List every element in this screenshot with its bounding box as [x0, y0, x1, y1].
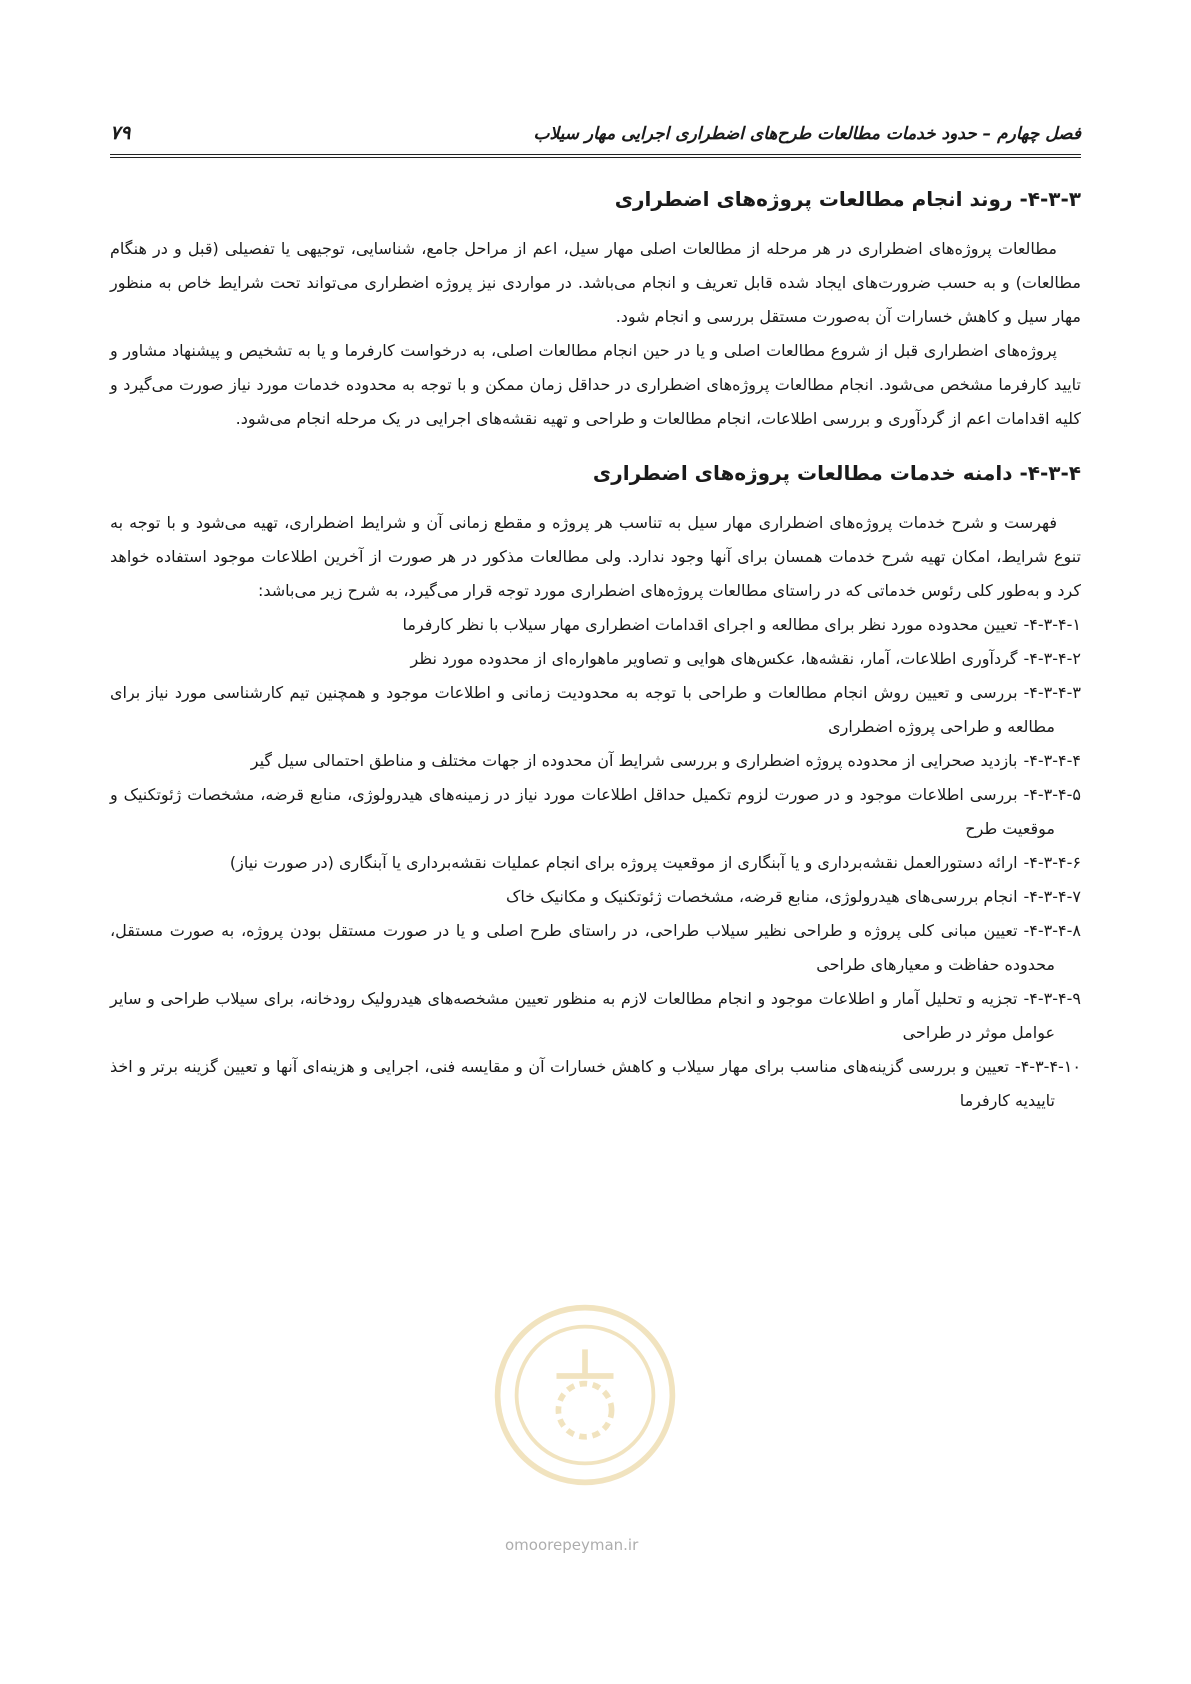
- list-item: [110, 778, 1081, 846]
- paragraph: مطالعات پروژه‌های اضطراری در هر مرحله از مطالعات اصلی مهار سیل، اعم از مراحل جامع، شناسایی، توجیهی یا تفصیلی (قبل و در هنگام مطالعات) و به حسب ضرورت‌های ایجاد شده قابل تعریف و انجام می‌باشد. در مواردی نیز پروژه اضطراری می‌تواند تحت شرایط خاص به منظور مهار سیل و کاهش خسارات آن به‌صورت مستقل بررسی و انجام شود.: [110, 239, 1081, 326]
- item-number: ۴-۳-۴-۳-: [1023, 683, 1081, 702]
- item-number: ۴-۳-۴-۱-: [1023, 615, 1081, 634]
- item-text: تعیین محدوده مورد نظر برای مطالعه و اجرای اقدامات اضطراری مهار سیلاب با نظر کارفرما: [402, 615, 1018, 634]
- item-number: ۴-۳-۴-۱۰-: [1014, 1057, 1081, 1076]
- paragraph: پروژه‌های اضطراری قبل از شروع مطالعات اصلی و یا در حین انجام مطالعات اصلی، به درخواست کارفرما و یا به تشخیص و پیشنهاد مشاور و تایید کارفرما مشخص می‌شود. انجام مطالعات پروژه‌های اضطراری در حداقل زمان ممکن و با توجه به محدوده خدمات مورد نیاز صورت می‌گیرد و کلیه اقدامات اعم از گردآوری و بررسی اطلاعات، انجام مطالعات و طراحی و تهیه نقشه‌های اجرایی در یک مرحله انجام می‌شود.: [110, 341, 1081, 428]
- item-number: ۴-۳-۴-۷-: [1023, 887, 1081, 906]
- list-item: [110, 1050, 1081, 1118]
- list-item: [110, 642, 1081, 676]
- chapter-title: فصل چهارم – حدود خدمات مطالعات طرح‌های اضطراری اجرایی مهار سیلاب: [533, 124, 1081, 144]
- list-item: [110, 744, 1081, 778]
- item-text: تعیین مبانی کلی پروژه و طراحی نظیر سیلاب طراحی، در راستای طرح اصلی و یا در صورت مستقل بودن پروژه، به صورت مستقل، محدوده حفاظت و معیارهای طراحی: [110, 921, 1055, 974]
- list-item: [110, 914, 1081, 982]
- list-item: [110, 846, 1081, 880]
- page-number: ۷۹: [110, 122, 131, 144]
- list-item: [110, 676, 1081, 744]
- list-item: [110, 608, 1081, 642]
- item-number: ۴-۳-۴-۸-: [1023, 921, 1081, 940]
- item-text: ارائه دستورالعمل نقشه‌برداری و یا آبنگاری از موقعیت پروژه برای انجام عملیات نقشه‌برداری یا آبنگاری (در صورت نیاز): [229, 853, 1018, 872]
- section-heading: ۴-۳-۳- روند انجام مطالعات پروژه‌های اضطراری: [614, 187, 1081, 211]
- item-text: تعیین و بررسی گزینه‌های مناسب برای مهار سیلاب و کاهش خسارات آن و مقایسه فنی، اجرایی و هزینه‌ای آنها و تعیین گزینه برتر و اخذ تاییدیه کارفرما: [110, 1057, 1055, 1110]
- paragraph: فهرست و شرح خدمات پروژه‌های اضطراری مهار سیل به تناسب هر پروژه و مقطع زمانی آن و شرایط اضطراری، تهیه می‌شود و با توجه به تنوع شرایط، امکان تهیه شرح خدمات همسان برای آنها وجود ندارد. ولی مطالعات مذکور در هر صورت از آخرین اطلاعات موجود استفاده خواهد کرد و به‌طور کلی رئوس خدماتی که در راستای مطالعات پروژه‌های اضطراری مورد توجه قرار می‌گیرد، به شرح زیر می‌باشد:: [110, 513, 1081, 600]
- page-header: [110, 120, 1081, 158]
- item-text: بررسی اطلاعات موجود و در صورت لزوم تکمیل حداقل اطلاعات مورد نیاز در زمینه‌های هیدرولوژی، منابع قرضه، مشخصات ژئوتکنیک و موقعیت طرح: [110, 785, 1055, 838]
- watermark-seal-icon: [490, 1300, 680, 1490]
- item-number: ۴-۳-۴-۲-: [1023, 649, 1081, 668]
- item-number: ۴-۳-۴-۴-: [1023, 751, 1081, 770]
- item-number: ۴-۳-۴-۵-: [1023, 785, 1081, 804]
- item-text: تجزیه و تحلیل آمار و اطلاعات موجود و انجام مطالعات لازم به منظور تعیین مشخصه‌های هیدرولیک رودخانه، برای سیلاب طراحی و سایر عوامل موثر در طراحی: [110, 989, 1055, 1042]
- item-number: ۴-۳-۴-۹-: [1023, 989, 1081, 1008]
- item-text: گردآوری اطلاعات، آمار، نقشه‌ها، عکس‌های هوایی و تصاویر ماهواره‌ای از محدوده مورد نظر: [410, 649, 1018, 668]
- item-text: بازدید صحرایی از محدوده پروژه اضطراری و بررسی شرایط آن محدوده از جهات مختلف و مناطق احتمالی سیل گیر: [250, 751, 1018, 770]
- section-heading: ۴-۳-۴- دامنه خدمات مطالعات پروژه‌های اضطراری: [592, 461, 1081, 485]
- item-text: بررسی و تعیین روش انجام مطالعات و طراحی با توجه به محدودیت زمانی و اطلاعات موجود و همچنین تیم کارشناسی مورد نیاز برای مطالعه و طراحی پروژه اضطراری: [110, 683, 1055, 736]
- watermark-text: omoorepeyman.ir: [505, 1536, 639, 1554]
- item-text: انجام بررسی‌های هیدرولوژی، منابع قرضه، مشخصات ژئوتکنیک و مکانیک خاک: [506, 887, 1018, 906]
- list-item: [110, 982, 1081, 1050]
- list-item: [110, 880, 1081, 914]
- services-list: [110, 608, 1081, 1118]
- item-number: ۴-۳-۴-۶-: [1023, 853, 1081, 872]
- page-body: [110, 182, 1081, 1118]
